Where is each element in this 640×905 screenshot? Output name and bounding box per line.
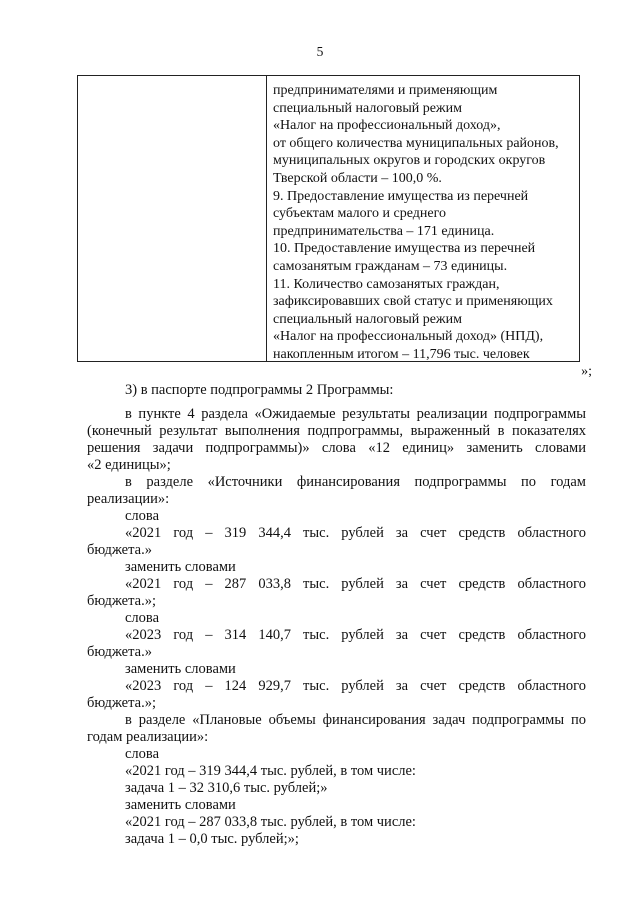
table-cell-line: «Налог на профессиональный доход», [273, 118, 501, 134]
paragraph-line: бюджета.» [87, 644, 152, 660]
paragraph-line: бюджета.» [87, 542, 152, 558]
table-cell-line: зафиксировавших свой статус и применяющих [273, 294, 553, 310]
paragraph-line: «2023 год – 314 140,7 тыс. рублей за счет средств областного [125, 627, 586, 643]
paragraph-line: решения задачи подпрограммы)» слова «12 единиц» заменить словами [87, 440, 586, 456]
paragraph-line: заменить словами [125, 559, 236, 575]
table-cell-line: 10. Предоставление имущества из перечней [273, 241, 536, 257]
paragraph-line: в разделе «Плановые объемы финансирования задач подпрограммы по [125, 712, 586, 728]
paragraph-line: 3) в паспорте подпрограммы 2 Программы: [125, 382, 394, 398]
paragraph-line: «2021 год – 287 033,8 тыс. рублей, в том числе: [125, 814, 416, 830]
paragraph-line: «2021 год – 319 344,4 тыс. рублей за счет средств областного [125, 525, 586, 541]
table-cell-line: 11. Количество самозанятых граждан, [273, 276, 500, 292]
table-right-cell [267, 76, 579, 361]
table-cell-line: накопленным итогом – 11,796 тыс. человек [273, 346, 530, 362]
paragraph-line: «2023 год – 124 929,7 тыс. рублей за счет средств областного [125, 678, 586, 694]
table-left-cell [78, 76, 267, 361]
paragraph-line: «2021 год – 287 033,8 тыс. рублей за счет средств областного [125, 576, 586, 592]
paragraph-line: заменить словами [125, 661, 236, 677]
table-cell-line: предпринимателями и применяющим [273, 83, 498, 98]
paragraph-line: «2021 год – 319 344,4 тыс. рублей, в том числе: [125, 763, 416, 779]
page-number: 5 [316, 44, 324, 59]
table-cell-line: муниципальных округов и городских округов [273, 153, 546, 169]
paragraph-line: задача 1 – 0,0 тыс. рублей;»; [125, 831, 299, 847]
table-cell-line: специальный налоговый режим [273, 311, 462, 327]
paragraph-line: годам реализации»: [87, 729, 209, 745]
paragraph-line: реализации»: [87, 491, 170, 507]
paragraph-line: слова [125, 746, 160, 762]
table-cell-line: предпринимательства – 171 единица. [273, 223, 495, 239]
table-cell-line: «Налог на профессиональный доход» (НПД), [273, 329, 544, 345]
paragraph-line: бюджета.»; [87, 695, 156, 711]
table-cell-line: Тверской области – 100,0 %. [273, 170, 442, 186]
paragraph-line: бюджета.»; [87, 593, 156, 609]
paragraph-line: задача 1 – 32 310,6 тыс. рублей;» [125, 780, 328, 796]
table-cell-line: 9. Предоставление имущества из перечней [273, 188, 529, 204]
table-cell-line: специальный налоговый режим [273, 100, 462, 116]
table-cell-line: самозанятым гражданам – 73 единицы. [273, 258, 508, 274]
table-cell-line: субъектам малого и среднего [273, 206, 446, 222]
closing-quote: »; [581, 364, 592, 379]
paragraph-line: слова [125, 508, 160, 524]
table-cell-line: от общего количества муниципальных районов, [273, 135, 559, 151]
paragraph-line: в пункте 4 раздела «Ожидаемые результаты реализации подпрограммы [125, 406, 586, 422]
paragraph-line: (конечный результат выполнения подпрограммы, выраженный в показателях [87, 423, 586, 439]
table [77, 75, 580, 362]
paragraph-line: в разделе «Источники финансирования подпрограммы по годам [125, 474, 586, 490]
paragraph-line: заменить словами [125, 797, 236, 813]
paragraph-line: слова [125, 610, 160, 626]
paragraph-line: «2 единицы»; [87, 457, 171, 473]
